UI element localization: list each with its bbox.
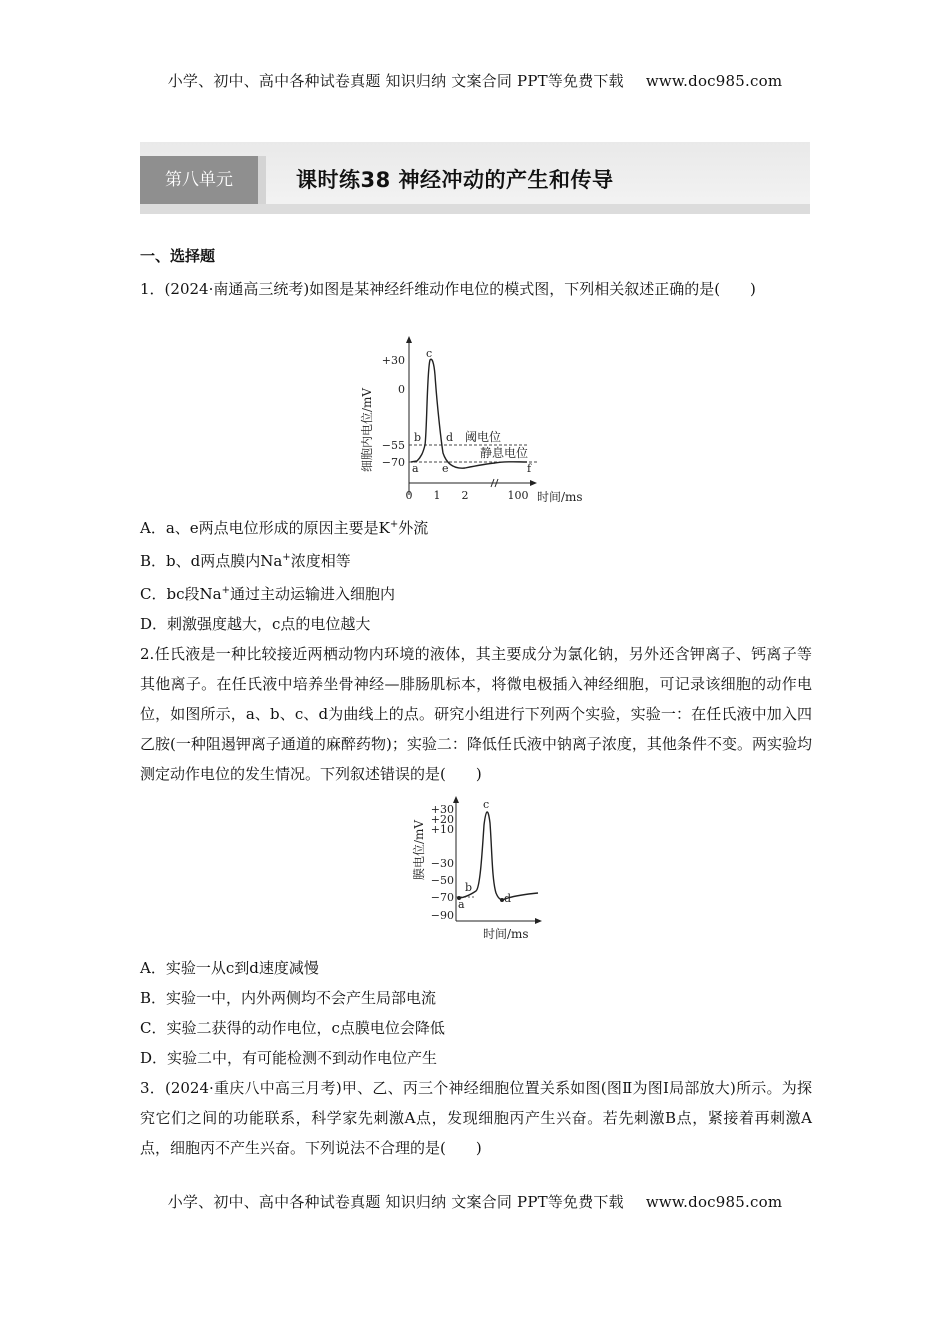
q1-option-b-text: B．b、d两点膜内Na bbox=[140, 552, 283, 570]
section-heading: 一、选择题 bbox=[140, 247, 216, 265]
fig1-xlabel: 时间/ms bbox=[537, 490, 583, 504]
q3-stem: 3．(2024·重庆八中高三月考)甲、乙、丙三个神经细胞位置关系如图(图Ⅱ为图Ⅰ局部放大)所示。为探究它们之间的功能联系，科学家先刺激A点，发现细胞丙产生兴奋。若先刺激B点，紧接着再刺激A点，细胞丙不产生兴奋。下列说法不合理的是( ) bbox=[140, 1079, 812, 1157]
fig2-point-c: c bbox=[483, 798, 490, 811]
q1-option-c-text: C．bc段Na bbox=[140, 585, 222, 603]
fig1-resting-label: 静息电位 bbox=[480, 446, 529, 460]
fig2-point-b: b bbox=[465, 881, 473, 894]
q1-stem: 1．(2024·南通高三统考)如图是某神经纤维动作电位的模式图，下列相关叙述正确的是( ) bbox=[140, 280, 756, 298]
lesson-title-bar bbox=[140, 142, 810, 214]
q1-option-a-text-end: 外流 bbox=[398, 519, 429, 537]
q2-option-c: C．实验二获得的动作电位，c点膜电位会降低 bbox=[140, 1019, 445, 1037]
fig1-ytick-30: +30 bbox=[381, 354, 405, 367]
fig1-threshold-label: 阈电位 bbox=[465, 430, 502, 444]
fig2-point-d: d bbox=[504, 892, 512, 905]
k-plus-superscript: + bbox=[389, 519, 399, 530]
title-bar-underline bbox=[140, 204, 810, 214]
fig1-y-arrow bbox=[406, 336, 412, 343]
q2-stem: 2.任氏液是一种比较接近两栖动物内环境的液体，其主要成分为氯化钠，另外还含钾离子、钙离子等其他离子。在任氏液中培养坐骨神经—腓肠肌标本，将微电极插入神经细胞，可记录该细胞的动作电位，如图所示，a、b、c、d为曲线上的点。研究小组进行下列两个实验，实验一：在任氏液中加入四乙胺(一种阻遏钾离子通道的麻醉药物)；实验二：降低任氏液中钠离子浓度，其他条件不变。两实验均测定动作电位的发生情况。下列叙述错误的是( ) bbox=[140, 645, 812, 783]
fig1-point-e: e bbox=[442, 462, 449, 475]
fig2-point-a: a bbox=[458, 898, 465, 911]
fig2-ytick-10: +10 bbox=[430, 823, 454, 836]
q1-option-a bbox=[140, 510, 812, 543]
q1-option-b bbox=[140, 543, 812, 576]
fig1-xtick-0: 0 bbox=[405, 489, 413, 502]
fig1-x-arrow bbox=[530, 480, 537, 486]
fig2-ytick-30: +30 bbox=[430, 803, 454, 816]
fig1-point-f: f bbox=[527, 462, 532, 475]
q2-option-d: D．实验二中，有可能检测不到动作电位产生 bbox=[140, 1049, 438, 1067]
fig1-ytick-55: −55 bbox=[381, 439, 405, 452]
figure1-action-potential-chart bbox=[355, 335, 595, 510]
fig1-xtick-100: 100 bbox=[507, 489, 529, 502]
fig2-ytick-m90: −90 bbox=[430, 909, 454, 922]
q1-option-b-text-end: 浓度相等 bbox=[290, 552, 351, 570]
fig1-ytick-70: −70 bbox=[381, 456, 405, 469]
q1-option-a-text: A．a、e两点电位形成的原因主要是K bbox=[140, 519, 390, 537]
fig1-xtick-2: 2 bbox=[461, 489, 469, 502]
banner-site-link-bottom[interactable]: www.doc985.com bbox=[645, 1193, 783, 1211]
bottom-banner bbox=[0, 1191, 950, 1212]
fig1-point-a: a bbox=[412, 462, 419, 475]
fig1-xtick-1: 1 bbox=[433, 489, 441, 502]
figure2-membrane-potential-chart bbox=[408, 795, 548, 945]
na-plus-superscript-c: + bbox=[221, 585, 230, 596]
q1-option-d: D．刺激强度越大，c点的电位越大 bbox=[140, 615, 371, 633]
fig2-x-arrow bbox=[535, 918, 542, 924]
fig2-ytick-m30: −30 bbox=[430, 857, 454, 870]
unit-label: 第八单元 bbox=[140, 156, 258, 204]
banner-site-link[interactable]: www.doc985.com bbox=[645, 72, 783, 90]
banner-text-bottom: 小学、初中、高中各种试卷真题 知识归纳 文案合同 PPT等免费下载 bbox=[167, 1193, 624, 1211]
fig1-ytick-0: 0 bbox=[398, 383, 405, 396]
q2-option-a: A．实验一从c到d速度减慢 bbox=[140, 959, 319, 977]
fig2-ytick-20: +20 bbox=[430, 813, 454, 826]
fig1-point-b: b bbox=[414, 431, 422, 444]
fig2-xlabel: 时间/ms bbox=[483, 927, 529, 941]
lesson-title: 课时练38 神经冲动的产生和传导 bbox=[296, 168, 614, 192]
unit-label-shadow bbox=[258, 156, 266, 204]
top-banner bbox=[0, 70, 950, 91]
fig2-y-arrow bbox=[453, 796, 459, 803]
q1-option-c bbox=[140, 576, 812, 609]
fig1-ylabel: 细胞内电位/mV bbox=[360, 387, 374, 473]
fig2-ylabel: 膜电位/mV bbox=[412, 819, 426, 881]
fig2-ytick-m50: −50 bbox=[430, 874, 454, 887]
banner-text: 小学、初中、高中各种试卷真题 知识归纳 文案合同 PPT等免费下载 bbox=[167, 72, 624, 90]
q2-option-b: B．实验一中，内外两侧均不会产生局部电流 bbox=[140, 989, 437, 1007]
fig1-point-d: d bbox=[446, 431, 454, 444]
na-plus-superscript: + bbox=[282, 552, 291, 563]
q1-option-c-text-end: 通过主动运输进入细胞内 bbox=[229, 585, 395, 603]
fig2-ytick-m70: −70 bbox=[430, 891, 454, 904]
fig1-point-c: c bbox=[426, 347, 433, 360]
